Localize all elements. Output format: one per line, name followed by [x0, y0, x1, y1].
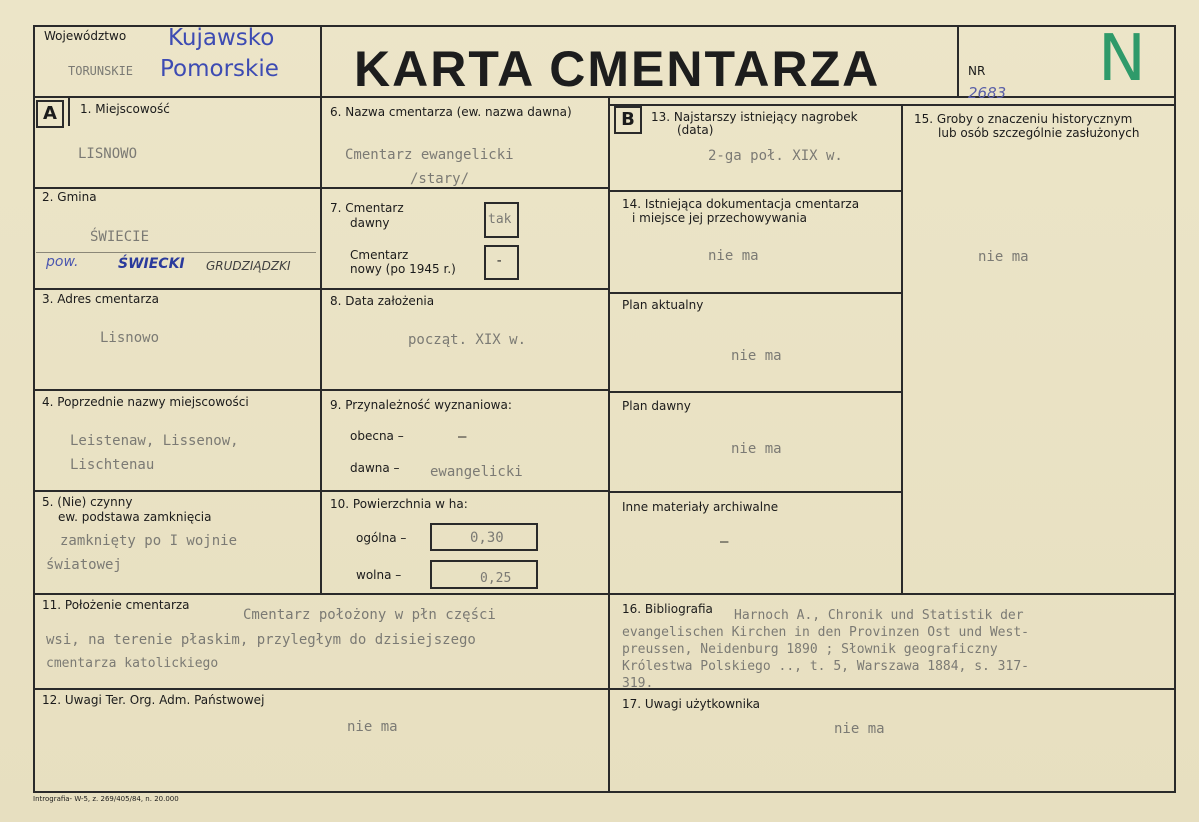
field-1-label: 1. Miejscowość [80, 102, 170, 116]
field-3-value: Lisnowo [100, 330, 160, 346]
field-2-hand-pow: pow. [46, 254, 79, 270]
line-col3 [901, 104, 903, 593]
field-10-wolna-label: wolna – [356, 568, 402, 582]
wojewodztwo-typed: TORUNSKIE [68, 64, 134, 78]
field-12-value: nie ma [347, 719, 398, 735]
field-6-label: 6. Nazwa cmentarza (ew. nazwa dawna) [330, 105, 572, 119]
line-left [33, 25, 35, 793]
field-7-dawny-label-line2: dawny [350, 216, 390, 230]
section-b-marker: B [614, 106, 642, 134]
field-9-obecna-value: – [458, 429, 467, 445]
printer-footer: Intrografia- W-5, z. 269/405/84, n. 20.000 [33, 795, 179, 803]
field-4-label: 4. Poprzednie nazwy miejscowości [42, 395, 249, 409]
line-b-top [610, 104, 1176, 106]
field-7-nowy-label-line2: nowy (po 1945 r.) [350, 262, 456, 276]
field-16-value-line1: Harnoch A., Chronik und Statistik der [734, 608, 1024, 623]
field-15-value: nie ma [978, 249, 1029, 265]
field-2-label: 2. Gmina [42, 190, 97, 204]
field-11-value-line3: cmentarza katolickiego [46, 656, 219, 671]
field-14-inne-value: – [720, 534, 729, 550]
field-9-dawna-label: dawna – [350, 461, 400, 475]
line-row2-b [610, 292, 902, 294]
field-16-value-line3: preussen, Neidenburg 1890 ; Słownik geograficzny [622, 642, 998, 657]
line-col2 [608, 96, 610, 791]
field-10-wolna-value: 0,25 [480, 571, 512, 586]
field-14-label-line2: i miejsce jej przechowywania [632, 211, 807, 225]
field-14-label-line1: 14. Istniejąca dokumentacja cmentarza [622, 197, 860, 211]
stamp-line1: Kujawsko [168, 25, 275, 51]
field-6-value-line1: Cmentarz ewangelicki [345, 147, 514, 163]
field-8-value: począt. XIX w. [408, 332, 527, 348]
field-5-label-line1: 5. (Nie) czynny [42, 495, 133, 509]
field-5-value-line2: światowej [46, 557, 122, 573]
field-14-plan-dawny-value: nie ma [731, 441, 782, 457]
field-16-value-line5: 319. [622, 676, 654, 691]
field-4-value-line1: Leistenaw, Lissenow, [70, 433, 239, 449]
field-7-dawny-value: tak [488, 212, 512, 227]
field-2-hand-grudziadzki: GRUDZIĄDZKI [206, 259, 291, 273]
field-5-value-line1: zamknięty po I wojnie [60, 533, 238, 549]
field-16-value-line2: evangelischen Kirchen in den Provinzen Ost und West- [622, 625, 1029, 640]
field-2-dotted-line [36, 252, 316, 253]
wojewodztwo-label: Województwo [44, 29, 127, 43]
line-nr [957, 25, 959, 96]
field-15-label-line2: lub osób szczególnie zasłużonych [938, 126, 1140, 140]
stamp-line2: Pomorskie [160, 56, 279, 82]
field-14-plan-aktualny-label: Plan aktualny [622, 298, 704, 312]
field-15-label-line1: 15. Groby o znaczeniu historycznym [914, 112, 1133, 126]
field-2-hand-swiecki: ŚWIECKI [118, 256, 185, 272]
field-16-label: 16. Bibliografia [622, 602, 713, 616]
line-row4-b [610, 491, 902, 493]
line-right [1174, 25, 1176, 793]
field-16-value-line4: Królestwa Polskiego .., t. 5, Warszawa 1884, s. 317- [622, 659, 1029, 674]
field-14-plan-aktualny-value: nie ma [731, 348, 782, 364]
field-7-nowy-label-line1: Cmentarz [350, 248, 409, 262]
nr-label: NR [968, 64, 986, 78]
nr-letter: N [1098, 22, 1146, 96]
field-14-plan-dawny-label: Plan dawny [622, 399, 691, 413]
line-row5 [33, 593, 1176, 595]
field-10-ogolna-label: ogólna – [356, 531, 407, 545]
field-12-label: 12. Uwagi Ter. Org. Adm. Państwowej [42, 693, 265, 707]
page-title: KARTA CMENTARZA [354, 41, 881, 97]
field-10-label: 10. Powierzchnia w ha: [330, 497, 468, 511]
field-14-inne-label: Inne materiały archiwalne [622, 500, 779, 514]
field-11-value-line1: Cmentarz położony w płn części [243, 607, 496, 623]
field-9-obecna-label: obecna – [350, 429, 404, 443]
line-row6 [33, 688, 1176, 690]
field-11-value-line2: wsi, na terenie płaskim, przyległym do dzisiejszego [46, 632, 476, 648]
line-a-sep [68, 98, 70, 126]
line-col1 [320, 25, 322, 593]
field-17-label: 17. Uwagi użytkownika [622, 697, 761, 711]
field-3-label: 3. Adres cmentarza [42, 292, 159, 306]
field-9-dawna-value: ewangelicki [430, 464, 523, 480]
field-7-dawny-label-line1: 7. Cmentarz [330, 201, 404, 215]
field-17-value: nie ma [834, 721, 885, 737]
field-5-label-line2: ew. podstawa zamknięcia [58, 510, 212, 524]
field-1-value: LISNOWO [78, 146, 138, 162]
field-9-label: 9. Przynależność wyznaniowa: [330, 398, 512, 412]
field-6-value-line2: /stary/ [410, 171, 470, 187]
field-4-value-line2: Lischtenau [70, 457, 155, 473]
line-row3-b [610, 391, 902, 393]
nr-handwritten: 2683 [968, 84, 1007, 102]
field-7-nowy-value: - [495, 253, 504, 269]
line-row1-b [610, 190, 902, 192]
field-2-value: ŚWIECIE [90, 229, 150, 245]
field-13-value: 2-ga poł. XIX w. [708, 148, 843, 164]
field-8-label: 8. Data założenia [330, 294, 435, 308]
field-10-ogolna-value: 0,30 [470, 530, 504, 546]
field-11-label: 11. Położenie cmentarza [42, 598, 190, 612]
field-13-label-line2: (data) [677, 123, 714, 137]
field-14-value: nie ma [708, 248, 759, 264]
section-a-marker: A [36, 100, 64, 128]
field-13-label-line1: 13. Najstarszy istniejący nagrobek [651, 110, 858, 124]
line-bottom [33, 791, 1176, 793]
